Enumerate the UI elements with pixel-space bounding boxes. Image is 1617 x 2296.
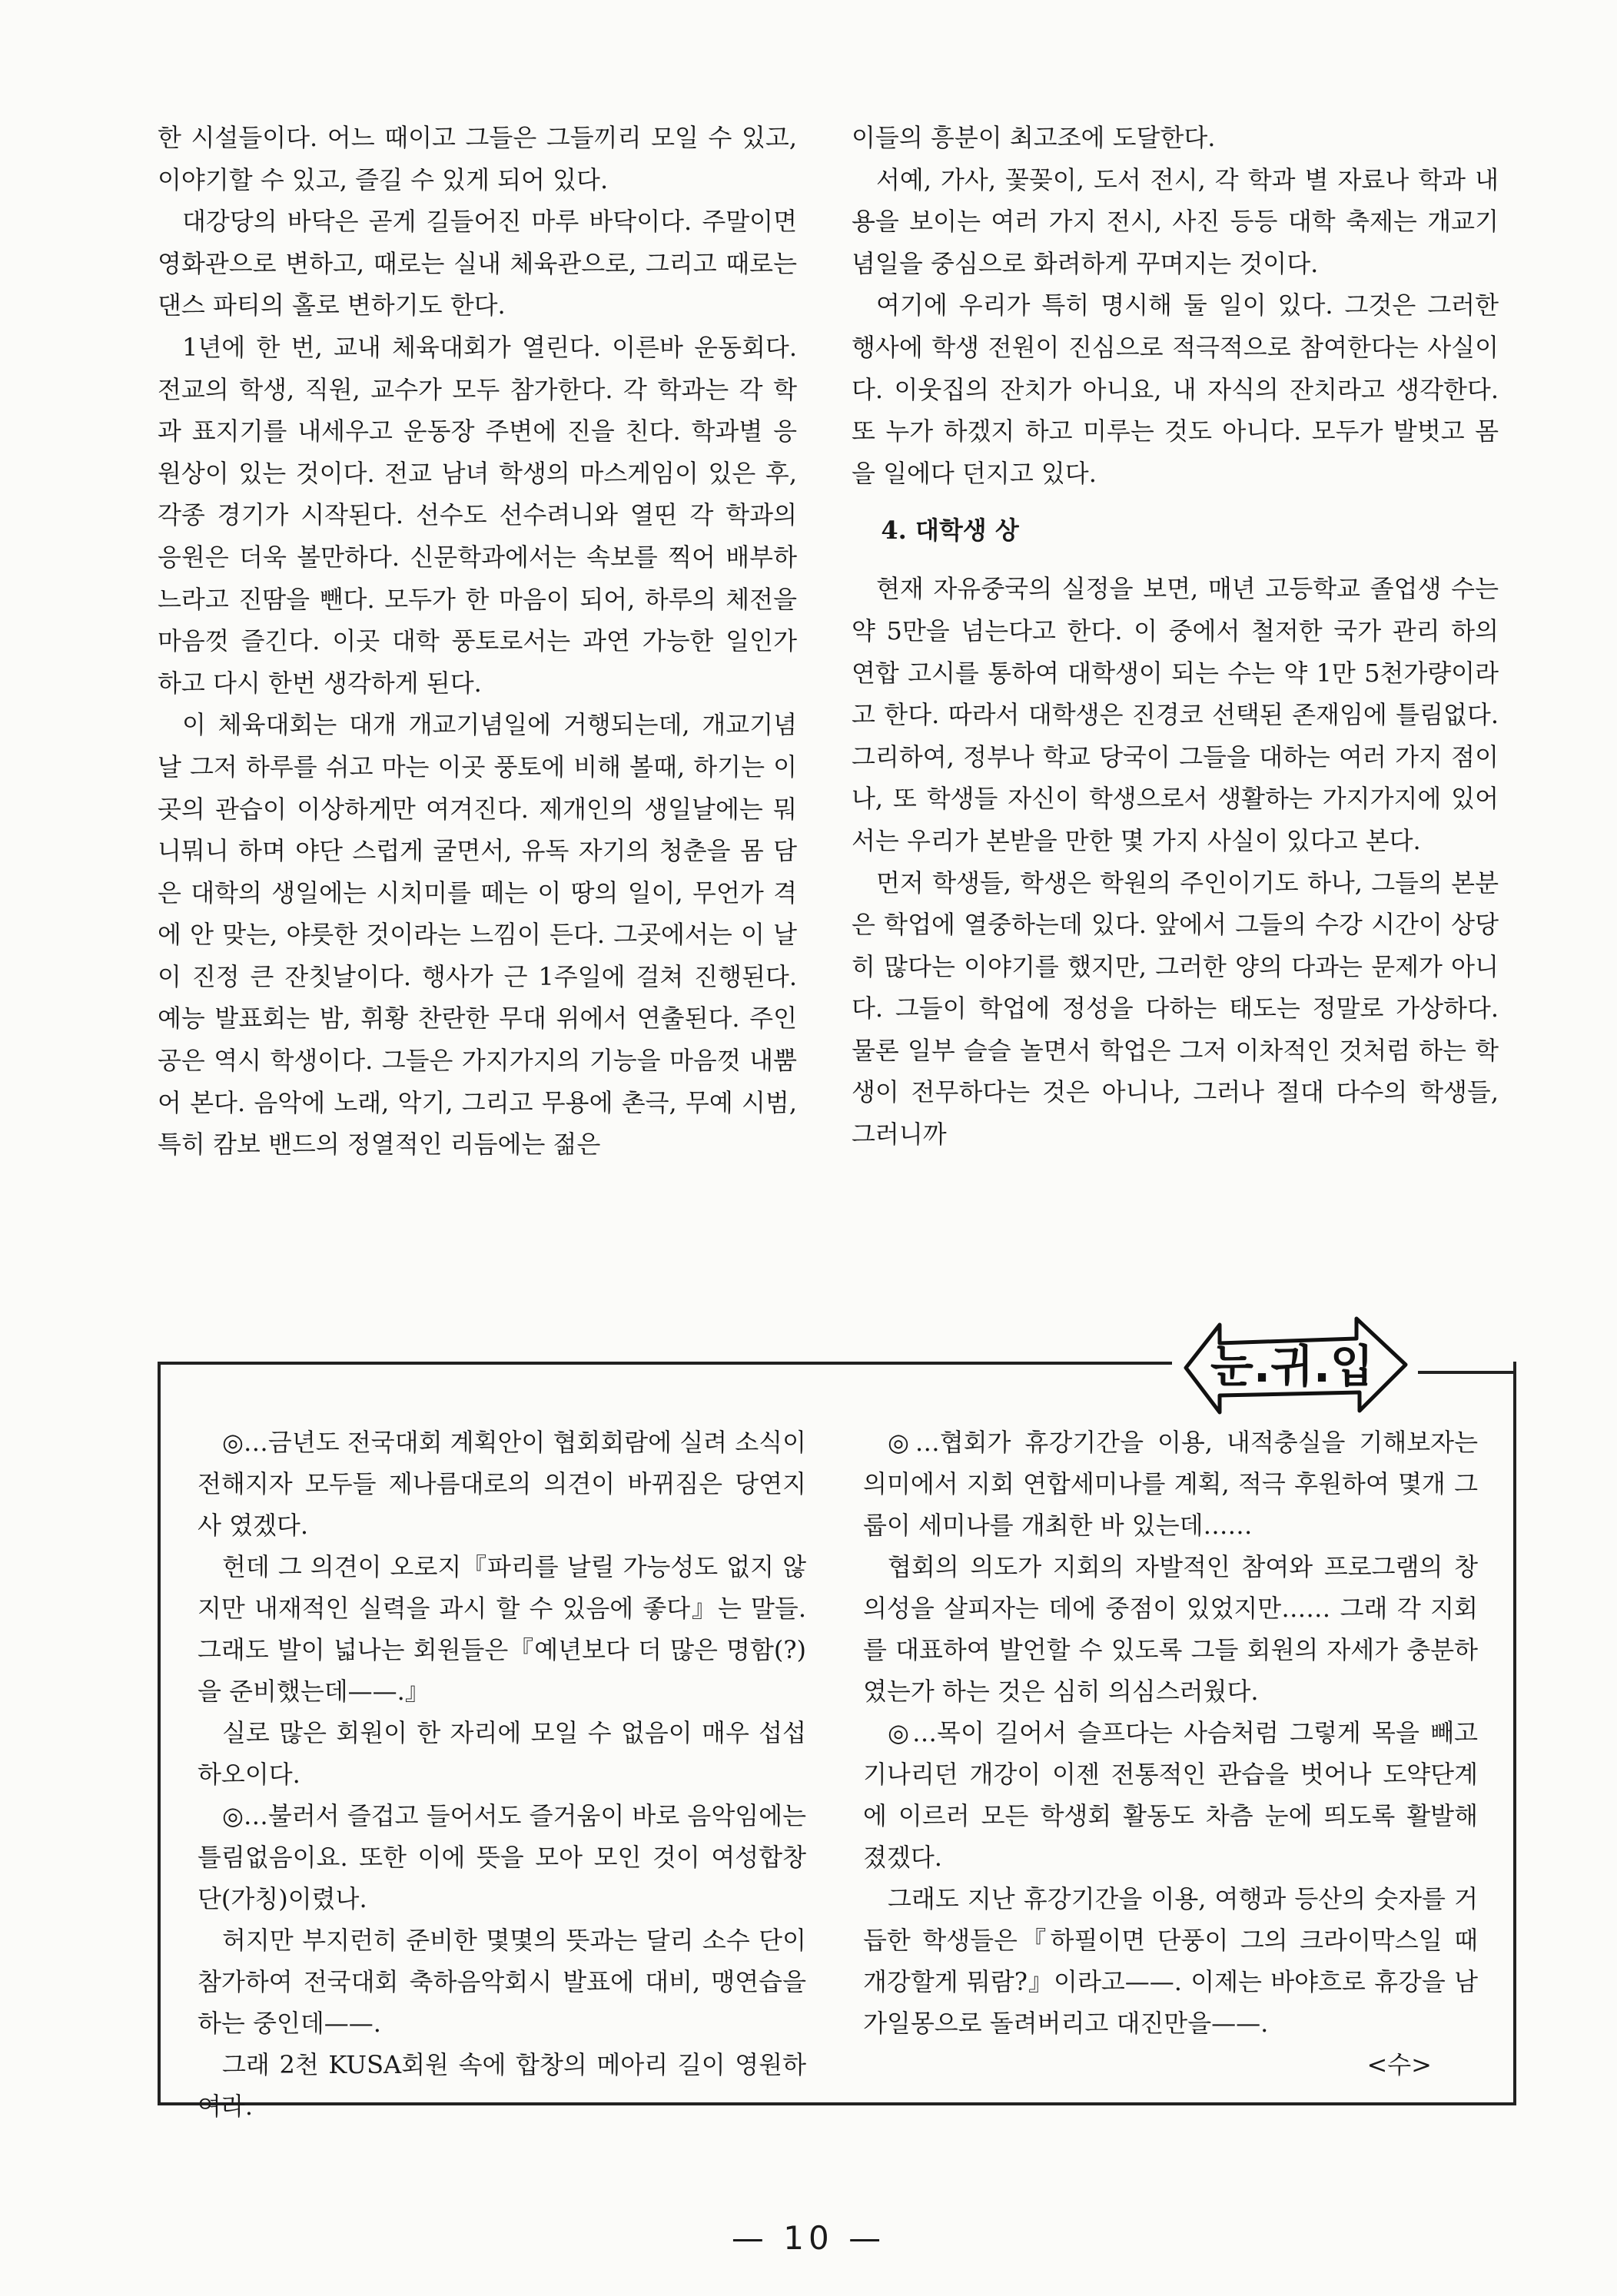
paragraph: ◎…불러서 즐겁고 들어서도 즐거움이 바로 음악임에는 틀림없음이요. 또한 이에 뜻을 모아 모인 것이 여성합창단(가칭)이렸나. [198, 1801, 806, 1913]
paragraph: 실로 많은 회원이 한 자리에 모일 수 없음이 매우 섭섭하오이다. [198, 1718, 806, 1789]
author-signature: <수> [1366, 2050, 1432, 2079]
right-text-column [852, 117, 1499, 1156]
column-box [158, 1340, 1516, 2121]
paragraph: ◎…협회가 휴강기간을 이용, 내적충실을 기해보자는 의미에서 지회 연합세미나를 계획, 적극 후원하여 몇개 그룹이 세미나를 개최한 바 있는데…… [863, 1428, 1478, 1540]
paragraph: 그래도 지난 휴강기간을 이용, 여행과 등산의 숫자를 거듭한 학생들은『하필이면 단풍이 그의 크라이막스일 때 개강할게 뭐람?』이라고——. 이제는 바야흐로 휴강을 남가일몽으로 돌려버리고 대진만을——. [863, 1884, 1478, 2038]
paragraph: 먼저 학생들, 학생은 학원의 주인이기도 하나, 그들의 본분은 학업에 열중하는데 있다. 앞에서 그들의 수강 시간이 상당히 많다는 이야기를 했지만, 그러한 양의 다과는 문제가 아니다. 그들이 학업에 정성을 다하는 태도는 정말로 가상하다. 물론 일부 슬슬 놀면서 학업은 그저 이차적인 것처럼 하는 학생이 전무하다는 것은 아니나, 그러나 절대 다수의 학생들, 그러니까 [852, 868, 1499, 1150]
box-top-rule [1418, 1371, 1516, 1374]
paragraph: 대강당의 바닥은 곧게 길들어진 마루 바닥이다. 주말이면 영화관으로 변하고, 때로는 실내 체육관으로, 그리고 때로는 댄스 파티의 홀로 변하기도 한다. [158, 207, 797, 320]
logo-text: 눈.귀.입 [1210, 1340, 1374, 1392]
paragraph: 협회의 의도가 지회의 자발적인 참여와 프로그램의 창의성을 살피자는 데에 중점이 있었지만…… 그래 각 지회를 대표하여 발언할 수 있도록 그들 회원의 자세가 충분하였는가 하는 것은 심히 의심스러웠다. [863, 1552, 1478, 1706]
column-logo [1172, 1308, 1418, 1423]
paragraph: 1년에 한 번, 교내 체육대회가 열린다. 이른바 운동회다. 전교의 학생, 직원, 교수가 모두 참가한다. 각 학과는 각 학과 표지기를 내세우고 운동장 주변에 진을 친다. 학과별 응원상이 있는 것이다. 전교 남녀 학생의 마스게임이 있은 후, 각종 경기가 시작된다. 선수도 선수려니와 열띤 각 학과의 응원은 더욱 볼만하다. 신문학과에서는 속보를 찍어 배부하느라고 진땀을 뺀다. 모두가 한 마음이 되어, 하루의 체전을 마음껏 즐긴다. 이곳 대학 풍토로서는 과연 가능한 일인가 하고 다시 한번 생각하게 된다. [158, 332, 797, 698]
paragraph: 허지만 부지런히 준비한 몇몇의 뜻과는 달리 소수 단이 참가하여 전국대회 축하음악회시 발표에 대비, 맹연습을 하는 중인데——. [198, 1926, 806, 2038]
paragraph: 여기에 우리가 특히 명시해 둘 일이 있다. 그것은 그러한 행사에 학생 전원이 진심으로 적극적으로 참여한다는 사실이다. 이웃집의 잔치가 아니요, 내 자식의 잔치라고 생각한다. 또 누가 하겠지 하고 미루는 것도 아니다. 모두가 발벗고 몸을 일에다 던지고 있다. [852, 290, 1499, 488]
paragraph: 이들의 흥분이 최고조에 도달한다. [852, 123, 1216, 152]
paragraph: ◎…금년도 전국대회 계획안이 협회회람에 실려 소식이 전해지자 모두들 제나름대로의 의견이 바뀌짐은 당연지사 였겠다. [198, 1428, 806, 1540]
page-number: — 10 — [731, 2219, 886, 2257]
left-text-column [158, 117, 797, 1166]
paragraph: 헌데 그 의견이 오로지『파리를 날릴 가능성도 없지 않지만 내재적인 실력을 과시 할 수 있음에 좋다』는 말들. 그래도 발이 넓나는 회원들은『예년보다 더 많은 명함(?)을 준비했는데——.』 [198, 1552, 806, 1706]
box-top-rule [158, 1362, 1172, 1365]
paragraph: 한 시설들이다. 어느 때이고 그들은 그들끼리 모일 수 있고, 이야기할 수 있고, 즐길 수 있게 되어 있다. [158, 123, 797, 194]
paragraph: 서예, 가사, 꽃꽂이, 도서 전시, 각 학과 별 자료나 학과 내용을 보이는 여러 가지 전시, 사진 등등 대학 축제는 개교기념일을 중심으로 화려하게 꾸며지는 것이다. [852, 164, 1499, 278]
box-left-column [198, 1422, 806, 2127]
paragraph: ◎…목이 길어서 슬프다는 사슴처럼 그렇게 목을 빼고 기나리던 개강이 이젠 전통적인 관습을 벗어나 도약단계에 이르러 모든 학생회 활동도 차츰 눈에 띄도록 활발해 졌겠다. [863, 1718, 1478, 1872]
box-right-column [863, 1422, 1478, 2085]
section-heading: 4. 대학생 상 [881, 516, 1019, 546]
paragraph: 현재 자유중국의 실정을 보면, 매년 고등학교 졸업생 수는 약 5만을 넘는다고 한다. 이 중에서 철저한 국가 관리 하의 연합 고시를 통하여 대학생이 되는 수는 약 1만 5천가량이라고 한다. 따라서 대학생은 진경코 선택된 존재임에 틀림없다. 그리하여, 정부나 학교 당국이 그들을 대하는 여러 가지 점이나, 또 학생들 자신이 학생으로서 생활하는 가지가지에 있어서는 우리가 본받을 만한 몇 가지 사실이 있다고 본다. [852, 574, 1499, 855]
paragraph: 그래 2천 KUSA회원 속에 합창의 메아리 길이 영원하여라. [198, 2050, 806, 2121]
paragraph: 이 체육대회는 대개 개교기념일에 거행되는데, 개교기념날 그저 하루를 쉬고 마는 이곳 풍토에 비해 볼때, 하기는 이곳의 관습이 이상하게만 여겨진다. 제개인의 생일날에는 뭐니뭐니 하며 야단 스럽게 굴면서, 유독 자기의 청춘을 몸 담은 대학의 생일에는 시치미를 떼는 이 땅의 일이, 무언가 격에 안 맞는, 야릇한 것이라는 느낌이 든다. 그곳에서는 이 날이 진정 큰 잔칫날이다. 행사가 근 1주일에 걸쳐 진행된다. 예능 발표회는 밤, 휘황 찬란한 무대 위에서 연출된다. 주인공은 역시 학생이다. 그들은 가지가지의 기능을 마음껏 내뿜어 본다. 음악에 노래, 악기, 그리고 무용에 촌극, 무예 시범, 특히 캄보 밴드의 정열적인 리듬에는 젊은 [158, 710, 797, 1160]
